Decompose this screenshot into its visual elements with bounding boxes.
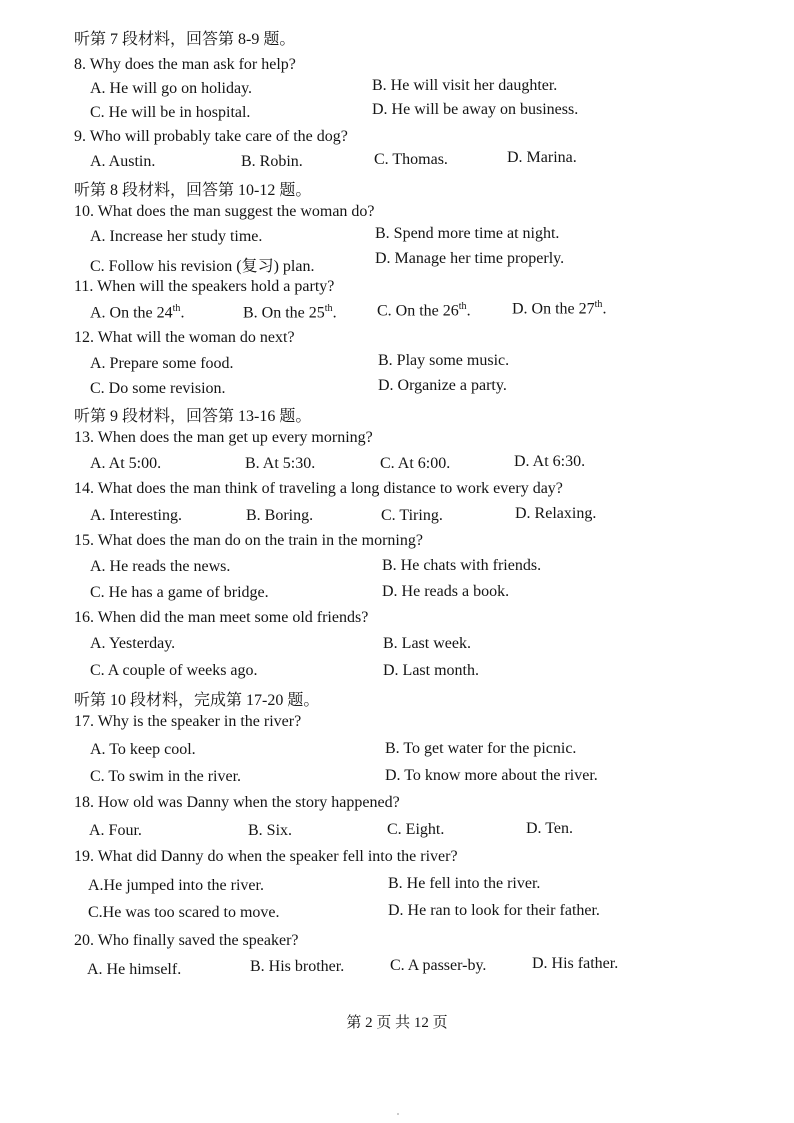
question-stem: 11. When will the speakers hold a party? xyxy=(74,278,335,295)
question-stem: 13. When does the man get up every morning? xyxy=(74,429,373,446)
option: B. Last week. xyxy=(383,635,471,652)
option: C. On the 26th. xyxy=(377,301,471,320)
option: B. His brother. xyxy=(250,958,345,975)
option: A. He himself. xyxy=(87,961,182,978)
option: D. To know more about the river. xyxy=(385,767,598,784)
option: D. Relaxing. xyxy=(515,505,597,522)
option: B. He chats with friends. xyxy=(382,557,542,574)
option: D. His father. xyxy=(532,955,619,972)
option: A. Four. xyxy=(89,822,142,839)
option: A. Prepare some food. xyxy=(90,355,234,372)
option: C. A couple of weeks ago. xyxy=(90,662,258,679)
option: D. Organize a party. xyxy=(378,377,507,394)
option: A. He will go on holiday. xyxy=(90,80,253,97)
option: D. He will be away on business. xyxy=(372,101,579,118)
option: C. He will be in hospital. xyxy=(90,104,251,121)
option: C. Eight. xyxy=(387,821,445,838)
option: C.He was too scared to move. xyxy=(88,904,280,921)
option: D. On the 27th. xyxy=(512,299,607,318)
option: B. Robin. xyxy=(241,153,303,170)
section-heading: 听第 7 段材料，回答第 8-9 题。 xyxy=(74,31,296,48)
option: D. Manage her time properly. xyxy=(375,250,565,267)
section-heading: 听第 9 段材料，回答第 13-16 题。 xyxy=(74,408,312,425)
scan-speck xyxy=(397,1113,399,1115)
option: A. At 5:00. xyxy=(90,455,162,472)
question-stem: 14. What does the man think of traveling a long distance to work every day? xyxy=(74,480,563,497)
question-stem: 19. What did Danny do when the speaker fell into the river? xyxy=(74,848,458,865)
question-stem: 8. Why does the man ask for help? xyxy=(74,56,296,73)
question-stem: 12. What will the woman do next? xyxy=(74,329,295,346)
option: C. At 6:00. xyxy=(380,455,451,472)
option: A. On the 24th. xyxy=(90,303,185,322)
question-stem: 20. Who finally saved the speaker? xyxy=(74,932,299,949)
option: B. Play some music. xyxy=(378,352,510,369)
option: A. Austin. xyxy=(90,153,156,170)
option: A.He jumped into the river. xyxy=(88,877,264,894)
option: D. He reads a book. xyxy=(382,583,510,600)
section-heading: 听第 8 段材料，回答第 10-12 题。 xyxy=(74,182,312,199)
option: C. Tiring. xyxy=(381,507,443,524)
option: B. Spend more time at night. xyxy=(375,225,560,242)
option: B. He will visit her daughter. xyxy=(372,77,558,94)
option: B. At 5:30. xyxy=(245,455,316,472)
option: A. Yesterday. xyxy=(90,635,176,652)
question-stem: 10. What does the man suggest the woman do? xyxy=(74,203,375,220)
option: C. Follow his revision (复习) plan. xyxy=(90,258,315,275)
option: B. He fell into the river. xyxy=(388,875,541,892)
option: A. Interesting. xyxy=(90,507,182,524)
option: C. He has a game of bridge. xyxy=(90,584,269,601)
question-stem: 9. Who will probably take care of the dog? xyxy=(74,128,348,145)
question-stem: 16. When did the man meet some old friends? xyxy=(74,609,369,626)
option: D. At 6:30. xyxy=(514,453,586,470)
option: C. Do some revision. xyxy=(90,380,226,397)
option: C. Thomas. xyxy=(374,151,448,168)
option: D. Marina. xyxy=(507,149,577,166)
section-heading: 听第 10 段材料，完成第 17-20 题。 xyxy=(74,692,320,709)
option: B. On the 25th. xyxy=(243,303,337,322)
option: D. Ten. xyxy=(526,820,574,837)
option: D. He ran to look for their father. xyxy=(388,902,600,919)
option: D. Last month. xyxy=(383,662,479,679)
option: A. He reads the news. xyxy=(90,558,231,575)
page-footer: 第 2 页 共 12 页 xyxy=(346,1015,448,1031)
option: A. Increase her study time. xyxy=(90,228,263,245)
question-stem: 15. What does the man do on the train in the morning? xyxy=(74,532,423,549)
option: C. A passer-by. xyxy=(390,957,487,974)
option: A. To keep cool. xyxy=(90,741,196,758)
option: B. To get water for the picnic. xyxy=(385,740,577,757)
option: C. To swim in the river. xyxy=(90,768,242,785)
option: B. Six. xyxy=(248,822,293,839)
question-stem: 17. Why is the speaker in the river? xyxy=(74,713,302,730)
option: B. Boring. xyxy=(246,507,314,524)
question-stem: 18. How old was Danny when the story happened? xyxy=(74,794,400,811)
